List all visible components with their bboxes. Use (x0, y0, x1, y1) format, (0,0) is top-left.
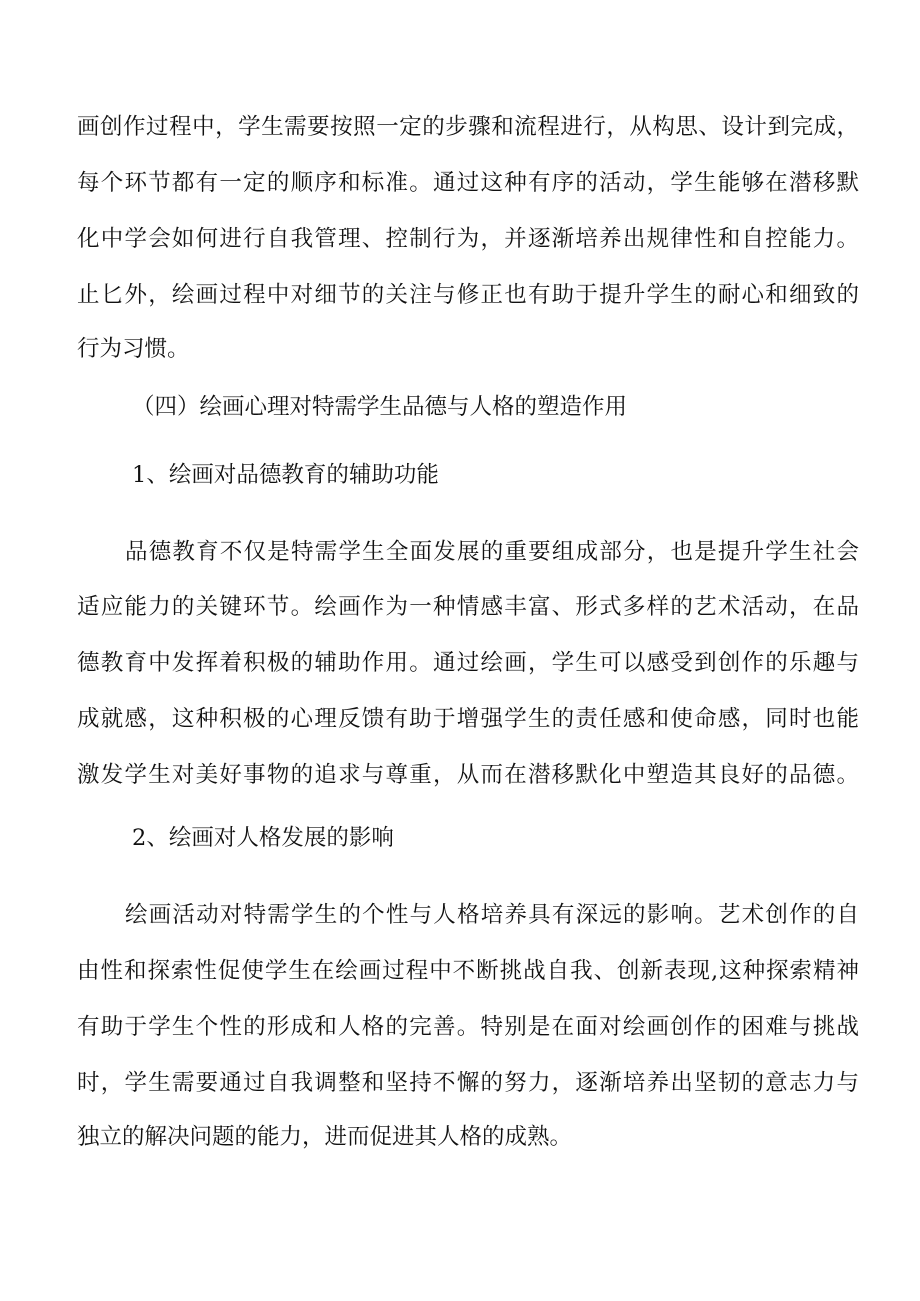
paragraph-line: 独立的解决问题的能力，进而促进其人格的成熟。 (77, 1124, 573, 1150)
paragraph-line: 适应能力的关键环节。绘画作为一种情感丰富、形式多样的艺术活动，在品 (77, 594, 859, 620)
subheading-1: 1、绘画对品德教育的辅助功能 (132, 462, 439, 488)
paragraph-line: 绘画活动对特需学生的个性与人格培养具有深远的影响。艺术创作的自 (125, 902, 859, 928)
paragraph-line: 品德教育不仅是特需学生全面发展的重要组成部分，也是提升学生社会 (125, 539, 859, 565)
paragraph-line: 画创作过程中，学生需要按照一定的步骤和流程进行，从构思、设计到完成， (77, 114, 859, 140)
paragraph-line: 由性和探索性促使学生在绘画过程中不断挑战自我、创新表现,这种探索精神 (77, 958, 859, 984)
paragraph-line: 成就感，这种积极的心理反馈有助于增强学生的责任感和使命感，同时也能 (77, 706, 859, 732)
section-heading: （四）绘画心理对特需学生品德与人格的塑造作用 (132, 394, 628, 420)
subheading-2: 2、绘画对人格发展的影响 (132, 825, 394, 851)
paragraph-line: 德教育中发挥着积极的辅助作用。通过绘画，学生可以感受到创作的乐趣与 (77, 650, 859, 676)
paragraph-line: 有助于学生个性的形成和人格的完善。特别是在面对绘画创作的困难与挑战 (77, 1014, 859, 1040)
paragraph-line: 时，学生需要通过自我调整和坚持不懈的努力，逐渐培养出坚韧的意志力与 (77, 1070, 859, 1096)
paragraph-line: 行为习惯。 (77, 336, 190, 362)
paragraph-line: 激发学生对美好事物的追求与尊重，从而在潜移默化中塑造其良好的品德。 (77, 762, 859, 788)
paragraph-line: 化中学会如何进行自我管理、控制行为，并逐渐培养出规律性和自控能力。 (77, 226, 859, 252)
paragraph-line: 止匕外，绘画过程中对细节的关注与修正也有助于提升学生的耐心和细致的 (77, 282, 859, 308)
paragraph-line: 每个环节都有一定的顺序和标准。通过这种有序的活动，学生能够在潜移默 (77, 170, 859, 196)
